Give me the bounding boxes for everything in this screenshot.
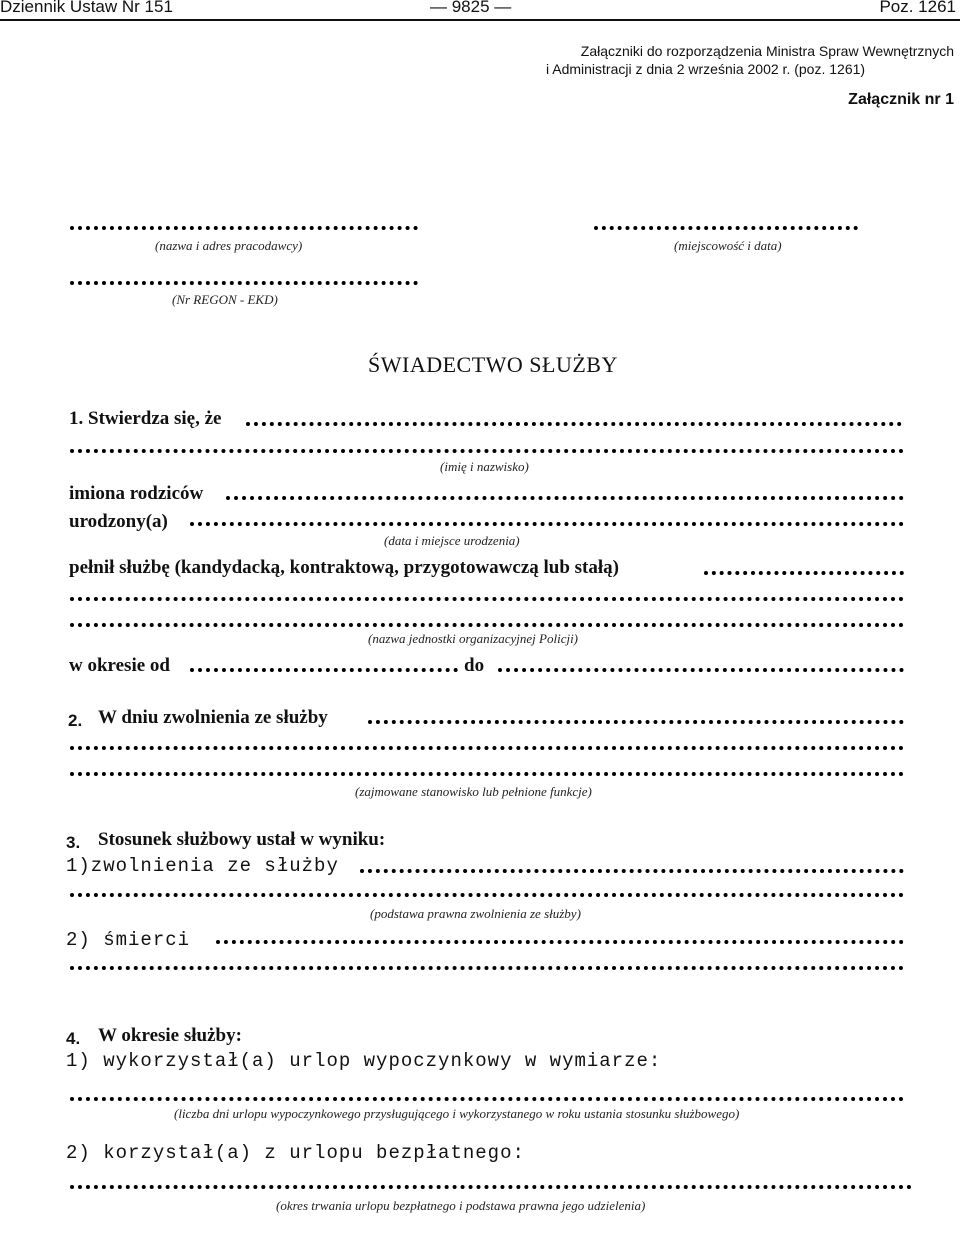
employer-caption: (nazwa i adres pracodawcy) xyxy=(155,238,303,253)
death-field-2[interactable] xyxy=(70,966,904,970)
unit-caption: (nazwa jednostki organizacyjnej Policji) xyxy=(368,631,579,646)
position-caption: (zajmowane stanowisko lub pełnione funkcje) xyxy=(355,784,592,799)
section1-field-1[interactable] xyxy=(246,422,902,426)
parents-field[interactable] xyxy=(226,496,904,500)
place-date-caption: (miejscowość i data) xyxy=(674,238,782,253)
death-item: 2) śmierci xyxy=(66,929,191,951)
served-field[interactable] xyxy=(704,571,904,575)
period-from-field[interactable] xyxy=(190,668,458,672)
section2-field-2[interactable] xyxy=(70,746,904,750)
unpaid-leave-item: 2) korzystał(a) z urlopu bezpłatnego: xyxy=(66,1142,525,1164)
section2-number: 2. xyxy=(68,711,83,730)
unit-field-1[interactable] xyxy=(70,597,904,601)
death-field-1[interactable] xyxy=(216,940,904,944)
birth-caption: (data i miejsce urodzenia) xyxy=(384,533,520,548)
place-date-field[interactable] xyxy=(594,226,858,230)
section2-field-1[interactable] xyxy=(368,720,904,724)
born-label: urodzony(a) xyxy=(69,511,168,532)
regon-field[interactable] xyxy=(70,281,418,285)
section3-label: Stosunek służbowy ustał w wyniku: xyxy=(98,829,386,850)
section2-label: W dniu zwolnienia ze służby xyxy=(98,707,328,728)
unit-field-2[interactable] xyxy=(70,623,904,627)
dismissal-item: 1)zwolnienia ze służby xyxy=(66,855,339,877)
unpaid-leave-caption: (okres trwania urlopu bezpłatnego i podstawa prawna jego udzielenia) xyxy=(276,1198,646,1213)
position-number: Poz. 1261 xyxy=(879,0,956,16)
legal-basis-caption: (podstawa prawna zwolnienia ze służby) xyxy=(370,906,581,921)
regon-caption: (Nr REGON - EKD) xyxy=(172,292,278,307)
parents-label: imiona rodziców xyxy=(69,483,204,504)
unpaid-leave-field[interactable] xyxy=(70,1185,912,1189)
employer-field[interactable] xyxy=(70,226,418,230)
page-number: — 9825 — xyxy=(430,0,512,16)
section1-label: 1. Stwierdza się, że xyxy=(69,408,222,429)
section3-number: 3. xyxy=(66,833,81,852)
vacation-caption: (liczba dni urlopu wypoczynkowego przysługującego i wykorzystanego w roku ustania stosunku służbowego) xyxy=(174,1106,740,1121)
served-label: pełnił służbę (kandydacką, kontraktową, przygotowawczą lub stałą) xyxy=(69,557,619,578)
dismissal-field-2[interactable] xyxy=(70,893,904,897)
section2-field-3[interactable] xyxy=(70,772,904,776)
period-to-field[interactable] xyxy=(498,668,904,672)
name-field[interactable] xyxy=(70,449,904,453)
header-rule xyxy=(0,19,960,21)
vacation-field[interactable] xyxy=(70,1097,904,1101)
vacation-item: 1) wykorzystał(a) urlop wypoczynkowy w wymiarze: xyxy=(66,1050,662,1072)
section4-label: W okresie służby: xyxy=(98,1025,242,1046)
period-to-label: do xyxy=(464,655,485,676)
annex-number: Załącznik nr 1 xyxy=(848,91,954,108)
annex-note-line2: i Administracji z dnia 2 września 2002 r. (poz. 1261) xyxy=(546,61,866,77)
annex-note-line1: Załączniki do rozporządzenia Ministra Spraw Wewnętrznych xyxy=(580,43,954,59)
period-from-label: w okresie od xyxy=(69,655,170,676)
born-field[interactable] xyxy=(190,522,904,526)
document-title: ŚWIADECTWO SŁUŻBY xyxy=(368,352,618,377)
journal-title: Dziennik Ustaw Nr 151 xyxy=(0,0,173,16)
name-caption: (imię i nazwisko) xyxy=(440,459,529,474)
section4-number: 4. xyxy=(66,1029,81,1048)
dismissal-field-1[interactable] xyxy=(360,869,904,873)
